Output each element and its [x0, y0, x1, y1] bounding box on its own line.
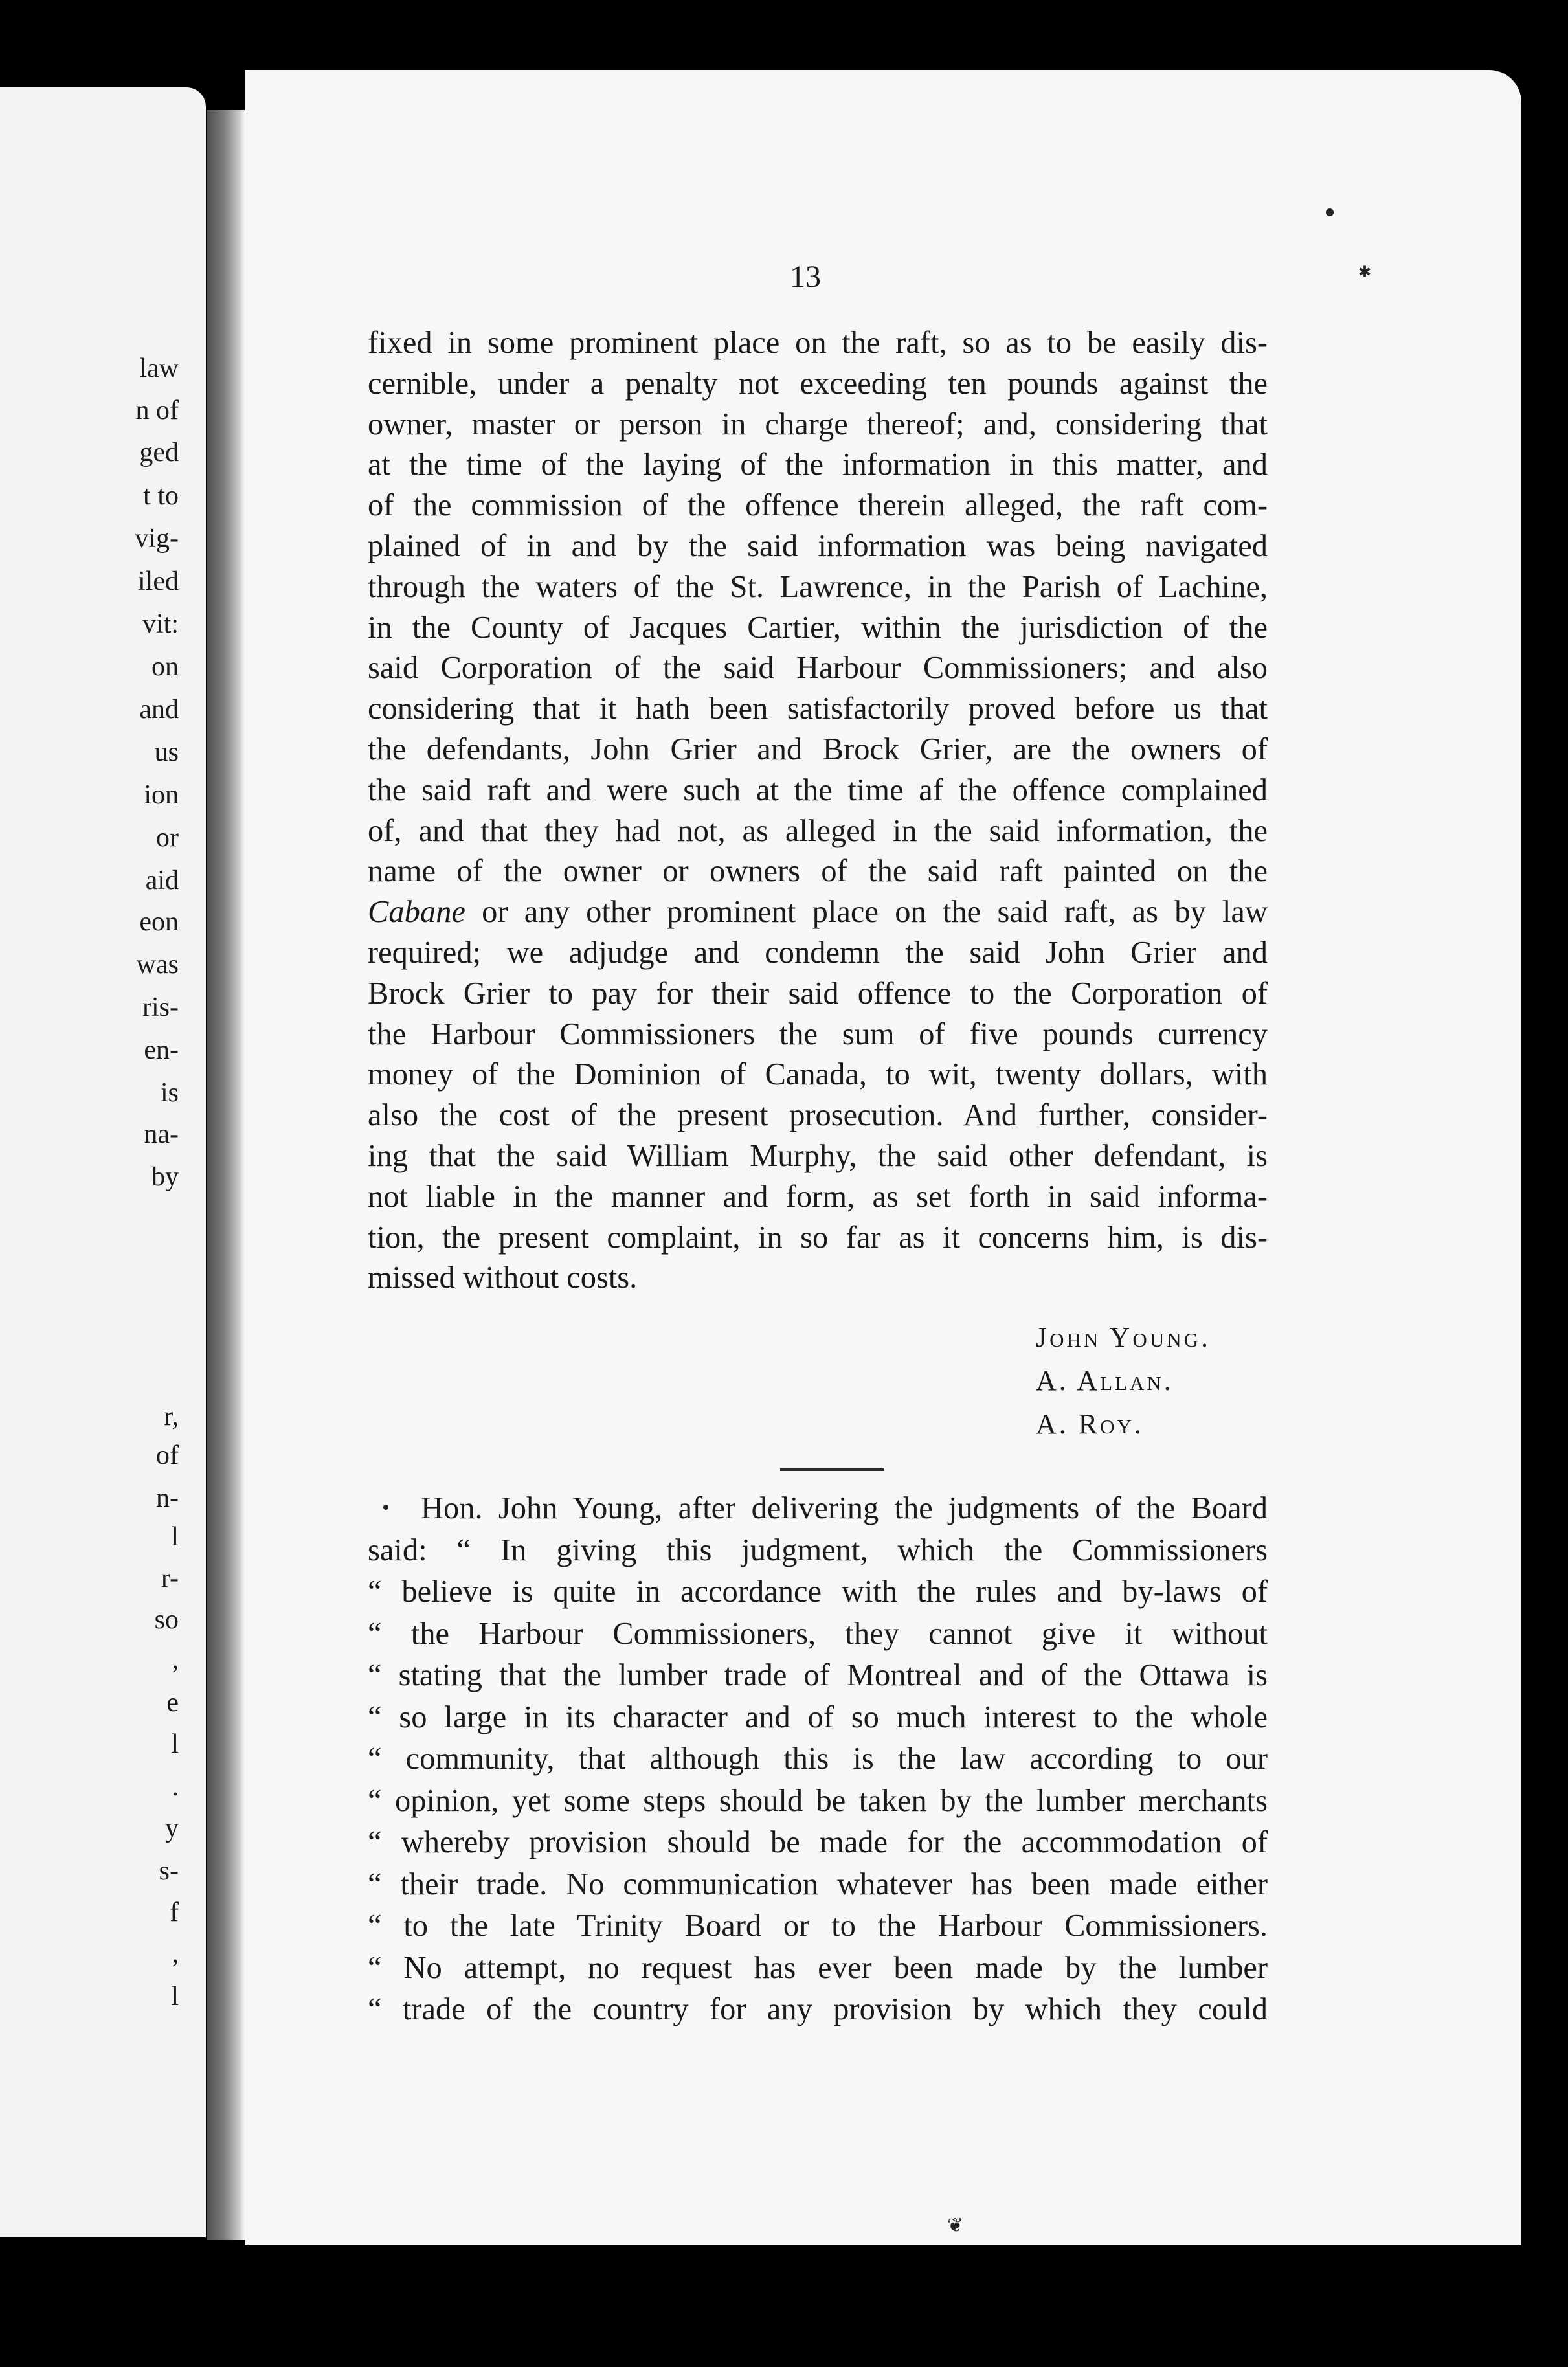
ink-speck	[1326, 208, 1334, 216]
text-line: cernible, under a penalty not exceeding ten pounds against the	[368, 366, 1268, 401]
text-line: plained of in and by the said information was being navigated	[368, 529, 1268, 563]
text-line: said Corporation of the said Harbour Commissioners; and also	[368, 651, 1268, 685]
text-line: money of the Dominion of Canada, to wit, twenty dollars, with	[368, 1057, 1268, 1092]
ink-speck: ✱	[1358, 264, 1372, 281]
text-line: considering that it hath been satisfactorily proved before us that	[368, 691, 1268, 726]
left-page-fragment: law	[139, 353, 179, 383]
left-page-fragment: ,	[172, 1939, 179, 1969]
left-page-fragment: us	[154, 737, 179, 767]
left-page-fragment: eon	[139, 907, 179, 937]
ink-speck	[383, 1505, 388, 1510]
text-line: of the commission of the offence therein alleged, the raft com-	[368, 488, 1268, 522]
left-page-fragment: or	[156, 823, 179, 853]
left-page-fragment: is	[160, 1078, 179, 1108]
signature-a-allan: A. Allan.	[1036, 1365, 1174, 1397]
text-line: of, and that they had not, as alleged in the said information, the	[368, 814, 1268, 848]
left-page-fragment: y	[165, 1813, 179, 1843]
left-page-fragment: l	[171, 1729, 179, 1759]
left-page-fragment: en-	[144, 1035, 179, 1065]
left-page-fragment: on	[151, 652, 179, 682]
text-line: in the County of Jacques Cartier, within the jurisdiction of the	[368, 611, 1268, 645]
left-page-fragment: f	[170, 1898, 179, 1927]
page-number: 13	[790, 260, 821, 294]
left-page-fragment: ris-	[142, 993, 179, 1022]
left-page-fragment: of	[156, 1441, 179, 1470]
text-line: “ community, that although this is the law according to our	[368, 1742, 1268, 1776]
left-page-fragment: t to	[143, 481, 179, 511]
left-page-fragment: r,	[164, 1402, 179, 1431]
left-page-fragment: vit:	[142, 609, 179, 639]
left-page-fragment: ion	[144, 780, 179, 810]
text-line: also the cost of the present prosecution. And further, consider-	[368, 1098, 1268, 1132]
text-line: the defendants, John Grier and Brock Grier, are the owners of	[368, 732, 1268, 767]
text-line: “ trade of the country for any provision by which they could	[368, 1992, 1268, 2026]
text-line: “ to the late Trinity Board or to the Harbour Commissioners.	[368, 1909, 1268, 1943]
signature-a-roy: A. Roy.	[1036, 1408, 1144, 1440]
text-line: through the waters of the St. Lawrence, in the Parish of Lachine,	[368, 570, 1268, 604]
book-gutter	[207, 110, 245, 2240]
text-line: Hon. John Young, after delivering the judgments of the Board	[421, 1491, 1268, 1525]
text-line: “ believe is quite in accordance with the rules and by-laws of	[368, 1575, 1268, 1609]
left-page-fragment: so	[154, 1605, 179, 1635]
text-line: “ stating that the lumber trade of Montreal and of the Ottawa is	[368, 1658, 1268, 1692]
text-line: not liable in the manner and form, as set forth in said informa-	[368, 1180, 1268, 1214]
left-page-fragment: ,	[172, 1645, 179, 1675]
text-line: “ opinion, yet some steps should be taken by the lumber merchants	[368, 1784, 1268, 1818]
left-page-fragment: e	[166, 1688, 179, 1718]
left-page-fragment: vig-	[135, 524, 179, 554]
text-line: required; we adjudge and condemn the said John Grier and	[368, 936, 1268, 970]
text-line: said: “ In giving this judgment, which the Commissioners	[368, 1533, 1268, 1567]
text-line: “ their trade. No communication whatever has been made either	[368, 1867, 1268, 1901]
left-page-fragment: by	[151, 1162, 179, 1192]
text-line: owner, master or person in charge thereof; and, considering that	[368, 407, 1268, 442]
section-divider	[780, 1468, 884, 1471]
left-page-fragment: and	[139, 695, 179, 724]
text-line: name of the owner or owners of the said raft painted on the	[368, 854, 1268, 888]
left-page-edge	[0, 87, 206, 2237]
text-line: Cabane or any other prominent place on the said raft, as by law	[368, 895, 1268, 929]
text-line: ing that the said William Murphy, the said other defendant, is	[368, 1139, 1268, 1173]
left-page-fragment: n-	[156, 1483, 179, 1513]
text-line: Brock Grier to pay for their said offence to the Corporation of	[368, 976, 1268, 1011]
left-page-fragment: n of	[135, 396, 179, 425]
left-page-fragment: iled	[138, 567, 179, 596]
text-line: the said raft and were such at the time af the offence complained	[368, 773, 1268, 807]
left-page-fragment: aid	[145, 866, 179, 895]
left-page-fragment: .	[172, 1772, 179, 1802]
text-line: fixed in some prominent place on the raft, so as to be easily dis-	[368, 326, 1268, 360]
left-page-fragment: s-	[159, 1856, 179, 1886]
left-page-fragment: ged	[139, 438, 179, 467]
left-page-fragment: na-	[144, 1119, 179, 1149]
ink-speck: ❦	[947, 2215, 964, 2236]
signature-john-young: John Young.	[1036, 1321, 1211, 1353]
left-page-fragment: l	[171, 1982, 179, 2012]
text-line: “ No attempt, no request has ever been made by the lumber	[368, 1951, 1268, 1985]
text-line: the Harbour Commissioners the sum of five pounds currency	[368, 1017, 1268, 1051]
text-line: “ whereby provision should be made for the accommodation of	[368, 1825, 1268, 1859]
left-page-fragment: l	[171, 1522, 179, 1552]
text-line: missed without costs.	[368, 1261, 638, 1295]
left-page-fragment: r-	[161, 1564, 179, 1593]
text-line: “ the Harbour Commissioners, they cannot give it without	[368, 1617, 1268, 1651]
text-line: tion, the present complaint, in so far as it concerns him, is dis-	[368, 1220, 1268, 1255]
text-line: “ so large in its character and of so much interest to the whole	[368, 1700, 1268, 1734]
text-line: at the time of the laying of the information in this matter, and	[368, 447, 1268, 482]
left-page-fragment: was	[136, 950, 179, 980]
